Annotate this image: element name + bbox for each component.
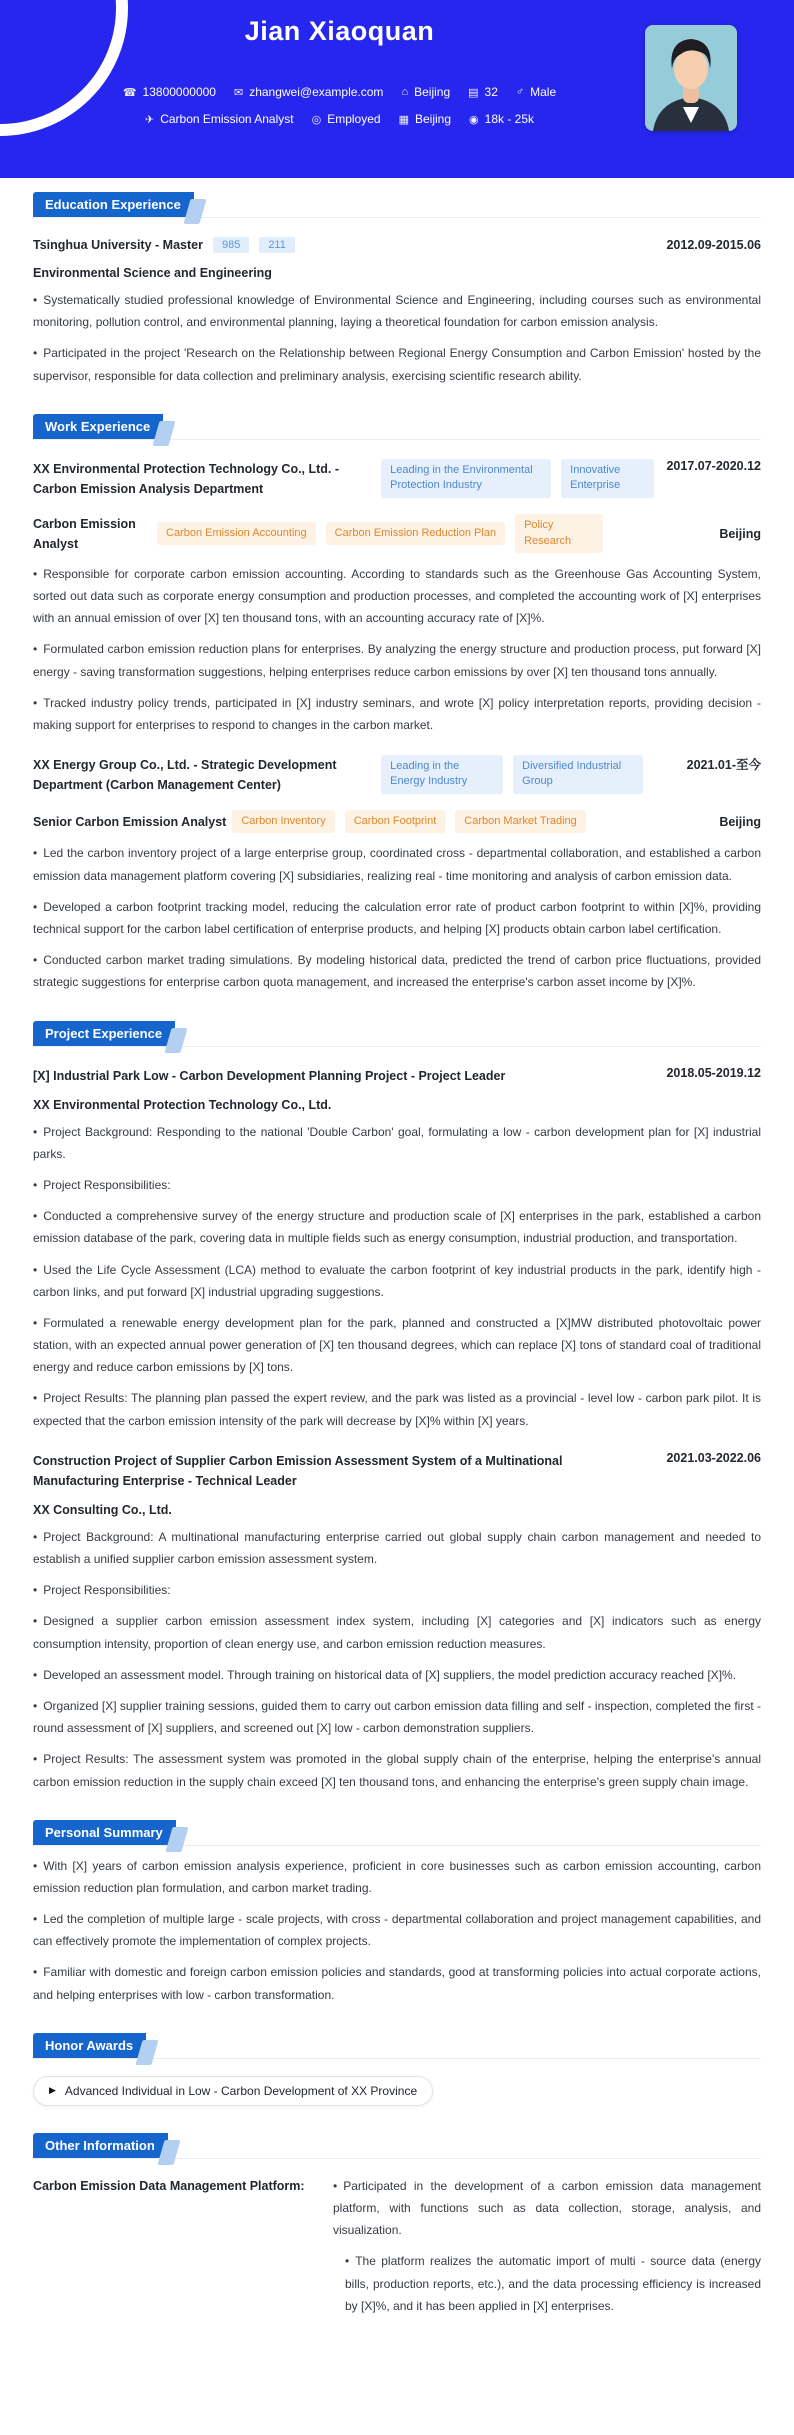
role-title: Senior Carbon Emission Analyst <box>33 814 227 829</box>
honors-section <box>0 2033 794 2106</box>
company-row <box>33 459 761 499</box>
age-icon: ▤ <box>468 86 479 99</box>
education-bullet: • Systematically studied professional knowledge of Environmental Science and Engineering, including courses such as environmental monitoring, pollution control, and environmental planning, laying a theoretical foundation for carbon emission analysis. <box>33 289 761 333</box>
role-tags <box>151 514 707 553</box>
other-section <box>0 2133 794 2317</box>
work-item <box>33 755 761 994</box>
work-bullet: • Conducted carbon market trading simulations. By modeling historical data, predicted the trend of carbon price fluctuations, provided strategic suggestions for enterprise carbon quota management, and increased the enterprise's carbon asset income by [X]%. <box>33 949 761 993</box>
section-title-work: Work Experience <box>33 414 163 439</box>
project-header <box>33 1451 761 1491</box>
resume-header <box>0 0 794 178</box>
skill-tag: Carbon Footprint <box>345 810 446 833</box>
candidate-name: Jian Xiaoquan <box>244 16 435 46</box>
education-item-header <box>33 237 761 253</box>
education-section <box>0 192 794 387</box>
contact-location <box>401 85 450 99</box>
contact-email <box>234 85 383 99</box>
company-tag: Diversified Industrial Group <box>513 755 643 794</box>
project-bullet: • Project Results: The planning plan passed the expert review, and the park was listed as a provincial - level low - carbon park pilot. It is expected that the carbon emission intensity of the park will decrease by [X]% within [X] years. <box>33 1387 761 1431</box>
education-date: 2012.09-2015.06 <box>666 238 761 252</box>
project-bullet: • Designed a supplier carbon emission assessment index system, including [X] categories and [X] indicators such as energy consumption intensity, proportion of clean energy use, and carbon emission reduction measures. <box>33 1610 761 1654</box>
company-tags <box>375 459 654 498</box>
expected-salary <box>469 112 534 126</box>
project-company: XX Consulting Co., Ltd. <box>33 1502 172 1517</box>
project-item <box>33 1451 761 1793</box>
skill-tag: Carbon Emission Reduction Plan <box>326 522 505 545</box>
work-date: 2017.07-2020.12 <box>666 458 761 473</box>
phone-icon: ☎ <box>122 86 137 99</box>
summary-bullet: • Familiar with domestic and foreign carbon emission policies and standards, good at transforming policies into actual corporate actions, and helping enterprises with low - carbon transformation. <box>33 1961 761 2005</box>
major-name: Environmental Science and Engineering <box>33 266 272 280</box>
contact-row-primary <box>0 85 679 99</box>
company-tag: Leading in the Environmental Protection Industry <box>381 459 551 498</box>
project-bullet: • Project Background: Responding to the national 'Double Carbon' goal, formulating a low - carbon development plan for [X] industrial parks. <box>33 1121 761 1165</box>
other-label: Carbon Emission Data Management Platform: <box>33 2178 305 2193</box>
section-header <box>33 2033 761 2059</box>
contact-email-value: zhangwei@example.com <box>249 85 384 99</box>
section-header <box>33 1820 761 1846</box>
company-tag: Innovative Enterprise <box>561 459 654 498</box>
section-title-education: Education Experience <box>33 192 194 217</box>
project-bullet: • Used the Life Cycle Assessment (LCA) method to evaluate the carbon footprint of key industrial products in the park, identify high - carbon links, and put forward [X] industrial upgrading suggestions. <box>33 1259 761 1303</box>
project-bullet: • Developed an assessment model. Through training on historical data of [X] suppliers, the model prediction accuracy reached [X]%. <box>33 1664 761 1686</box>
skill-tag: Carbon Inventory <box>232 810 334 833</box>
school-name: Tsinghua University - Master <box>33 238 203 252</box>
contact-phone-value: 13800000000 <box>142 85 216 99</box>
work-bullet: • Responsible for corporate carbon emission accounting. According to standards such as the Greenhouse Gas Accounting System, sorted out data such as corporate energy consumption and production processes, and completed the accounting work of [X] enterprises with an annual emission of over [X] ten thousand tons, with an accounting accuracy rate of [X]%. <box>33 563 761 630</box>
home-icon: ⌂ <box>401 86 409 98</box>
section-header <box>33 192 761 218</box>
work-bullet: • Formulated carbon emission reduction plans for enterprises. By analyzing the energy structure and production process, put forward [X] energy - saving transformation suggestions, helping enterprises reduce carbon emissions by over [X] ten thousand tons annually. <box>33 638 761 682</box>
role-row <box>33 810 761 833</box>
other-bullet: • Participated in the development of a carbon emission data management platform, with functions such as data collection, storage, analysis, and visualization. <box>333 2175 761 2242</box>
summary-section <box>0 1820 794 2006</box>
job-status-value: Employed <box>327 112 381 126</box>
contact-gender <box>516 85 556 99</box>
work-section <box>0 414 794 994</box>
badge-985: 985 <box>213 237 249 253</box>
award-pill[interactable] <box>33 2076 433 2106</box>
work-bullet: • Developed a carbon footprint tracking model, reducing the calculation error rate of product carbon footprint to within [X]%, providing technical support for the carbon label certification of enterprise products, and helping [X] products obtain carbon label certification. <box>33 896 761 940</box>
project-date: 2021.03-2022.06 <box>666 1450 761 1465</box>
section-title-honors: Honor Awards <box>33 2033 146 2058</box>
salary-icon: ◉ <box>469 113 479 126</box>
skill-tag: Policy Research <box>515 514 603 553</box>
expand-arrow-icon: ▶ <box>49 2085 56 2096</box>
company-tag: Leading in the Energy Industry <box>381 755 503 794</box>
work-bullet: • Tracked industry policy trends, participated in [X] industry seminars, and wrote [X] policy interpretation reports, providing decision - making support for enterprises to respond to changes in the carbon market. <box>33 692 761 736</box>
status-icon: ◎ <box>311 113 322 126</box>
position-icon: ✈ <box>144 113 155 126</box>
other-bullet: • The platform realizes the automatic import of multi - source data (energy bills, production reports, etc.), and the data processing efficiency is increased by [X]%, and it has been applied in [X] enterprises. <box>345 2250 761 2317</box>
expected-salary-value: 18k - 25k <box>484 112 534 126</box>
skill-tag: Carbon Emission Accounting <box>157 522 316 545</box>
project-bullet: • Conducted a comprehensive survey of the energy structure and production scale of [X] enterprises in the park, established a carbon emission database of the park, covering data in multiple fields such as energy consumption, industrial production, and transportation. <box>33 1205 761 1249</box>
contact-age <box>468 85 498 99</box>
project-bullet: • Project Responsibilities: <box>33 1579 761 1601</box>
skill-tag: Carbon Market Trading <box>455 810 586 833</box>
role-row <box>33 514 761 554</box>
company-tags <box>375 755 674 794</box>
project-company: XX Environmental Protection Technology Co., Ltd. <box>33 1097 332 1112</box>
target-city-value: Beijing <box>415 112 452 126</box>
project-bullet: • Project Responsibilities: <box>33 1174 761 1196</box>
target-position-value: Carbon Emission Analyst <box>160 112 294 126</box>
email-icon: ✉ <box>233 86 244 99</box>
company-name: XX Environmental Protection Technology Co., Ltd. - Carbon Emission Analysis Department <box>33 461 340 496</box>
project-header <box>33 1066 761 1086</box>
section-header <box>33 414 761 440</box>
award-text: Advanced Individual in Low - Carbon Development of XX Province <box>64 2083 418 2098</box>
section-header <box>33 1021 761 1047</box>
work-location: Beijing <box>719 814 761 829</box>
project-bullet: • Formulated a renewable energy development plan for the park, planned and constructed a [X]MW distributed photovoltaic power station, with an expected annual power generation of [X] ten thousand degrees, which can replace [X] tons of standard coal of traditional energy and reduce carbon emissions by [X] tons. <box>33 1312 761 1379</box>
work-item <box>33 459 761 736</box>
contact-gender-value: Male <box>530 85 557 99</box>
contact-location-value: Beijing <box>414 85 451 99</box>
project-name: Construction Project of Supplier Carbon Emission Assessment System of a Multinational Manufacturing Enterprise - Technical Leader <box>33 1453 563 1488</box>
section-title-summary: Personal Summary <box>33 1820 176 1845</box>
section-title-other: Other Information <box>33 2133 168 2158</box>
summary-bullet: • Led the completion of multiple large - scale projects, with cross - departmental collaboration and project management capabilities, and can effectively promote the implementation of complex projects. <box>33 1908 761 1952</box>
section-header <box>33 2133 761 2159</box>
role-tags <box>226 810 707 833</box>
city-icon: ▦ <box>398 113 409 126</box>
contact-phone <box>123 85 216 99</box>
badge-211: 211 <box>259 237 295 253</box>
section-title-projects: Project Experience <box>33 1021 175 1046</box>
contact-row-secondary <box>0 112 679 126</box>
bottom-padding <box>0 2317 794 2343</box>
company-name: XX Energy Group Co., Ltd. - Strategic Development Department (Carbon Management Center) <box>33 758 337 793</box>
project-name: [X] Industrial Park Low - Carbon Development Planning Project - Project Leader <box>33 1068 506 1083</box>
work-location: Beijing <box>719 526 761 541</box>
other-content <box>33 2175 761 2317</box>
job-status <box>312 112 381 126</box>
project-bullet: • Project Background: A multinational manufacturing enterprise carried out global supply chain carbon management and needed to establish a unified supplier carbon emission assessment system. <box>33 1526 761 1570</box>
work-bullet: • Led the carbon inventory project of a large enterprise group, coordinated cross - departmental collaboration, and established a carbon emission data management platform covering [X] subsidiaries, realizing real - time monitoring and analysis of carbon emission data. <box>33 842 761 886</box>
other-bullets <box>333 2175 761 2317</box>
project-item <box>33 1066 761 1432</box>
project-section <box>0 1021 794 1793</box>
work-date: 2021.01-至今 <box>686 758 761 773</box>
contact-age-value: 32 <box>484 85 498 99</box>
project-date: 2018.05-2019.12 <box>666 1065 761 1080</box>
role-title: Carbon Emission Analyst <box>33 516 136 551</box>
project-bullet: • Organized [X] supplier training sessions, guided them to carry out carbon emission data filling and self - inspection, completed the first - round assessment of [X] suppliers, and screened out [X] low - carbon demonstration suppliers. <box>33 1695 761 1739</box>
education-bullet: • Participated in the project 'Research on the Relationship between Regional Energy Consumption and Carbon Emission' hosted by the supervisor, responsible for data collection and preliminary analysis, exercising scientific research ability. <box>33 342 761 386</box>
target-city <box>399 112 451 126</box>
target-position <box>145 112 294 126</box>
gender-icon: ♂ <box>515 86 525 98</box>
project-bullet: • Project Results: The assessment system was promoted in the global supply chain of the enterprise, helping the enterprise's annual carbon emission reduction in the supply chain exceed [X] ten thousand tons, and enhancing the enterprise's green supply chain image. <box>33 1748 761 1792</box>
summary-bullet: • With [X] years of carbon emission analysis experience, proficient in core businesses such as carbon emission accounting, carbon emission reduction plan formulation, and carbon market trading. <box>33 1855 761 1899</box>
company-row <box>33 755 761 795</box>
